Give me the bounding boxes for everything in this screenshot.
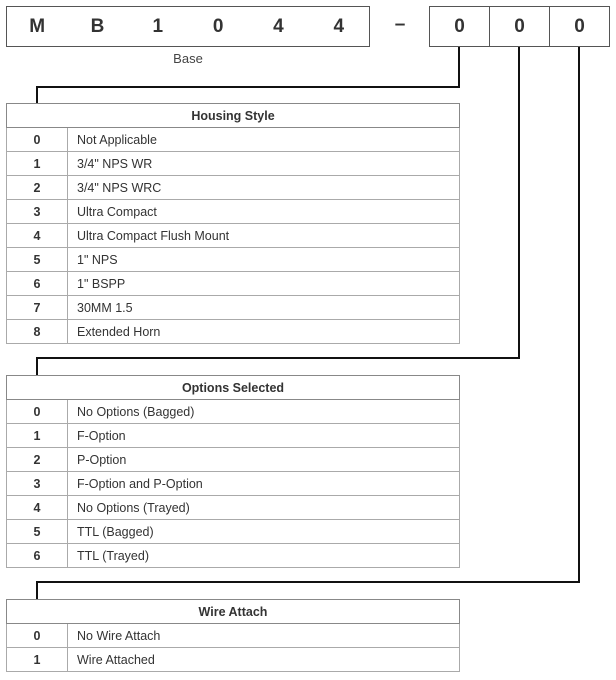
housing-style-digit-box: 0 — [429, 6, 490, 47]
housing-style-table — [6, 103, 460, 344]
row-description: TTL (Bagged) — [68, 520, 460, 544]
row-code: 3 — [7, 200, 68, 224]
table-title: Housing Style — [7, 104, 460, 128]
row-code: 4 — [7, 224, 68, 248]
row-description: F-Option and P-Option — [68, 472, 460, 496]
row-code: 0 — [7, 400, 68, 424]
row-description: No Options (Trayed) — [68, 496, 460, 520]
row-description: Extended Horn — [68, 320, 460, 344]
table-row — [7, 648, 460, 672]
wire-attach-digit-box: 0 — [549, 6, 610, 47]
table-row — [7, 472, 460, 496]
table-title: Options Selected — [7, 376, 460, 400]
row-code: 5 — [7, 520, 68, 544]
row-code: 3 — [7, 472, 68, 496]
row-description: Ultra Compact — [68, 200, 460, 224]
separator-dash: – — [394, 14, 406, 35]
row-description: 3/4" NPS WRC — [68, 176, 460, 200]
table-row — [7, 424, 460, 448]
row-description: No Wire Attach — [68, 624, 460, 648]
row-description: Wire Attached — [68, 648, 460, 672]
table-row — [7, 496, 460, 520]
table-row — [7, 320, 460, 344]
table-row — [7, 544, 460, 568]
wire-attach-table — [6, 599, 460, 672]
row-code: 1 — [7, 152, 68, 176]
row-code: 7 — [7, 296, 68, 320]
table-row — [7, 152, 460, 176]
row-code: 6 — [7, 272, 68, 296]
table-row — [7, 624, 460, 648]
base-char: M — [29, 15, 46, 37]
row-description: No Options (Bagged) — [68, 400, 460, 424]
row-description: 3/4" NPS WR — [68, 152, 460, 176]
options-selected-table — [6, 375, 460, 568]
row-description: 1" BSPP — [68, 272, 460, 296]
row-code: 1 — [7, 648, 68, 672]
row-description: 1" NPS — [68, 248, 460, 272]
row-code: 0 — [7, 624, 68, 648]
options-selected-digit-box: 0 — [489, 6, 550, 47]
row-description: 30MM 1.5 — [68, 296, 460, 320]
base-char: 4 — [273, 15, 284, 37]
row-description: TTL (Trayed) — [68, 544, 460, 568]
table-row — [7, 176, 460, 200]
row-code: 4 — [7, 496, 68, 520]
row-code: 2 — [7, 448, 68, 472]
row-code: 1 — [7, 424, 68, 448]
table-title: Wire Attach — [7, 600, 460, 624]
row-description: F-Option — [68, 424, 460, 448]
row-description: P-Option — [68, 448, 460, 472]
table-row — [7, 400, 460, 424]
base-char: 1 — [152, 15, 164, 37]
base-char: 4 — [333, 15, 345, 37]
housing-style-connector — [37, 47, 459, 103]
table-row — [7, 448, 460, 472]
row-code: 6 — [7, 544, 68, 568]
row-description: Not Applicable — [68, 128, 460, 152]
table-row — [7, 200, 460, 224]
table-row — [7, 224, 460, 248]
row-description: Ultra Compact Flush Mount — [68, 224, 460, 248]
row-code: 0 — [7, 128, 68, 152]
table-row — [7, 272, 460, 296]
table-row — [7, 248, 460, 272]
table-row — [7, 520, 460, 544]
row-code: 8 — [7, 320, 68, 344]
base-char: 0 — [212, 15, 224, 37]
row-code: 5 — [7, 248, 68, 272]
table-row — [7, 128, 460, 152]
base-char: B — [90, 15, 105, 37]
table-row — [7, 296, 460, 320]
base-label: Base — [173, 51, 203, 66]
row-code: 2 — [7, 176, 68, 200]
